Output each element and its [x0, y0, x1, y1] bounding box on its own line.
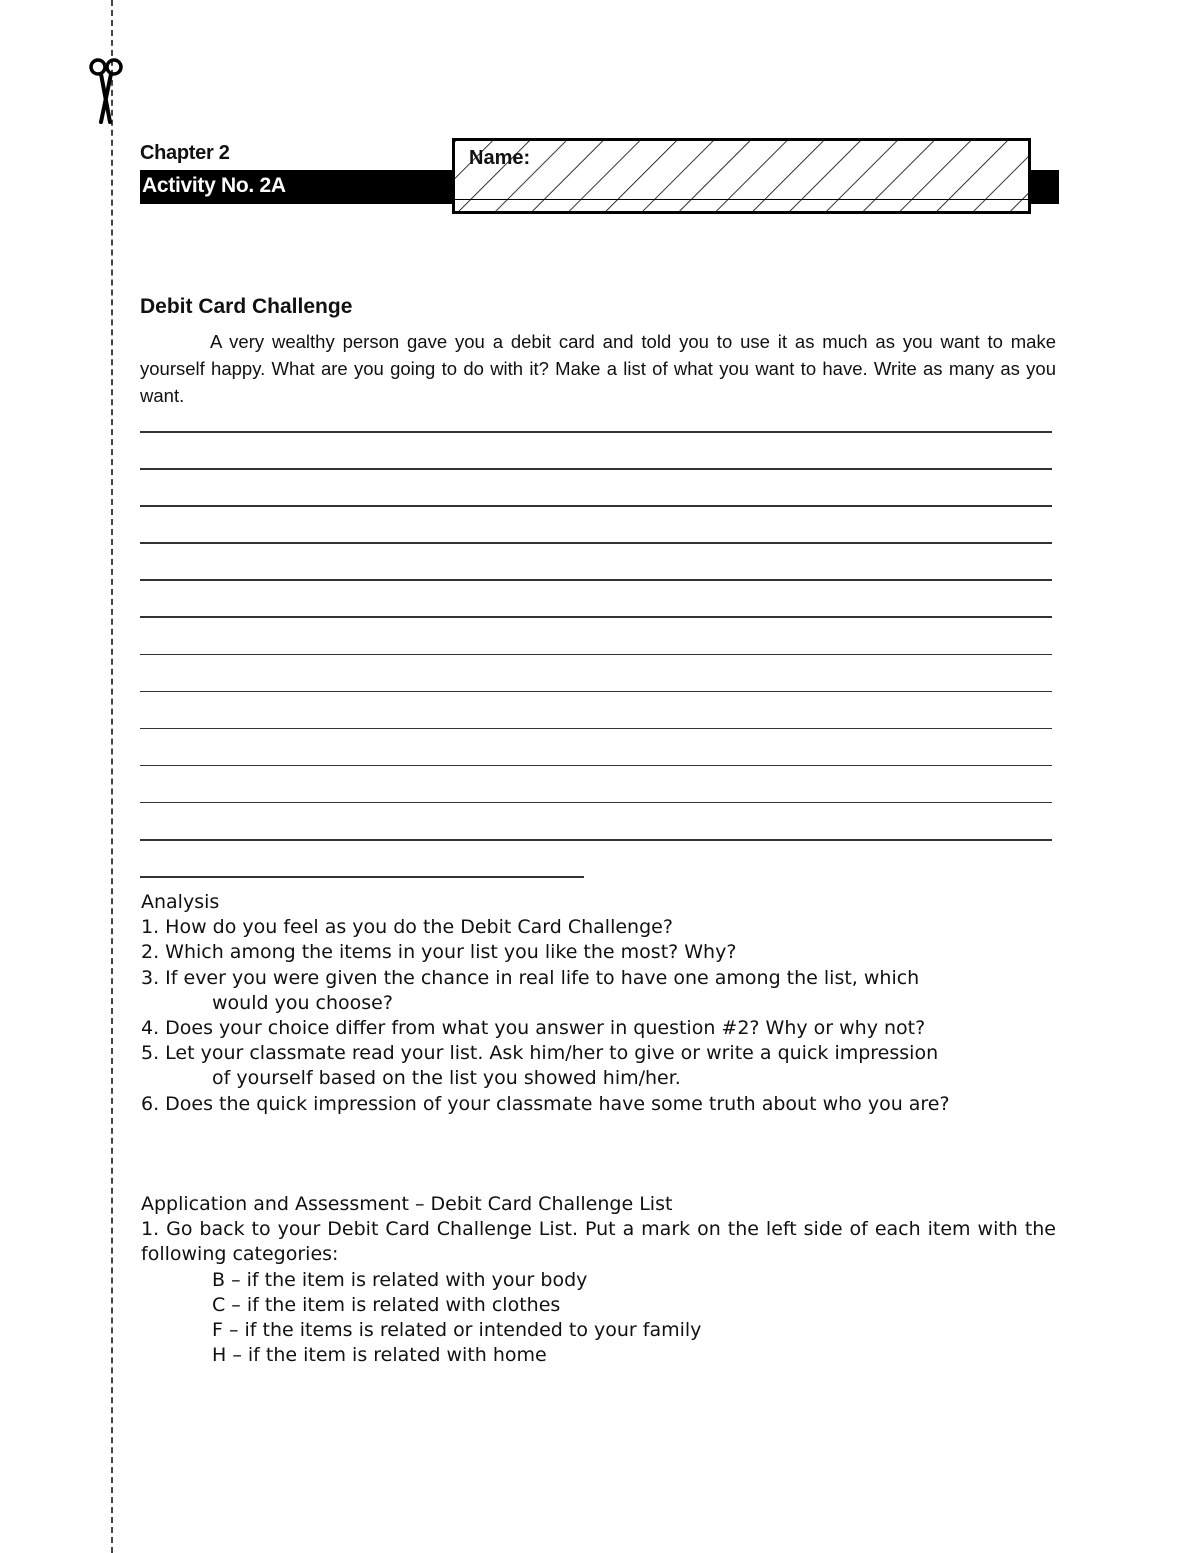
answer-line[interactable]	[140, 616, 1052, 618]
answer-lines[interactable]	[140, 431, 1052, 913]
answer-line[interactable]	[140, 431, 1052, 433]
answer-line[interactable]	[140, 728, 1052, 730]
category-item: B – if the item is related with your body	[212, 1268, 588, 1291]
intro-paragraph	[140, 328, 1056, 409]
answer-line[interactable]	[140, 468, 1052, 470]
chapter-label: Chapter 2	[140, 142, 230, 164]
application-instruction: 1. Go back to your Debit Card Challenge List. Put a mark on the left side of each item with the following categories:	[141, 1218, 1056, 1266]
analysis-section	[141, 890, 1056, 1117]
answer-line[interactable]	[140, 542, 1052, 544]
application-section	[141, 1192, 1056, 1368]
answer-line[interactable]	[140, 691, 1052, 693]
analysis-question-2: 2. Which among the items in your list you like the most? Why?	[141, 941, 737, 964]
category-item: F – if the items is related or intended to your family	[212, 1319, 702, 1342]
analysis-question-3-continued: would you choose?	[212, 991, 393, 1014]
analysis-question-6: 6. Does the quick impression of your classmate have some truth about who you are?	[141, 1092, 950, 1115]
analysis-heading: Analysis	[141, 891, 220, 913]
application-heading: Application and Assessment – Debit Card Challenge List	[141, 1193, 673, 1215]
category-item: C – if the item is related with clothes	[212, 1293, 561, 1316]
hatch-pattern	[455, 141, 1028, 211]
section-title: Debit Card Challenge	[140, 295, 353, 318]
category-item: H – if the item is related with home	[212, 1344, 547, 1367]
answer-line[interactable]	[140, 802, 1052, 804]
answer-line[interactable]	[140, 505, 1052, 507]
analysis-question-4: 4. Does your choice differ from what you answer in question #2? Why or why not?	[141, 1017, 926, 1040]
answer-line-short[interactable]	[140, 876, 584, 878]
name-label: Name:	[469, 147, 531, 169]
analysis-question-1: 1. How do you feel as you do the Debit Card Challenge?	[141, 916, 673, 939]
intro-text: A very wealthy person gave you a debit card and told you to use it as much as you want to make yourself happy. What are you going to do with it? Make a list of what you want to have. Write as many as you want.	[140, 331, 1056, 406]
activity-number: Activity No. 2A	[142, 174, 286, 197]
name-box[interactable]	[452, 138, 1031, 214]
answer-line[interactable]	[140, 654, 1052, 656]
answer-line[interactable]	[140, 579, 1052, 581]
answer-line[interactable]	[140, 839, 1052, 841]
analysis-question-5-continued: of yourself based on the list you showed him/her.	[212, 1067, 681, 1090]
analysis-question-5: 5. Let your classmate read your list. Ask him/her to give or write a quick impression	[141, 1042, 939, 1065]
answer-line[interactable]	[140, 765, 1052, 767]
analysis-question-3: 3. If ever you were given the chance in real life to have one among the list, which	[141, 966, 920, 989]
name-underline	[455, 199, 1028, 200]
scissors-icon	[88, 52, 124, 126]
cut-line	[111, 0, 113, 1553]
